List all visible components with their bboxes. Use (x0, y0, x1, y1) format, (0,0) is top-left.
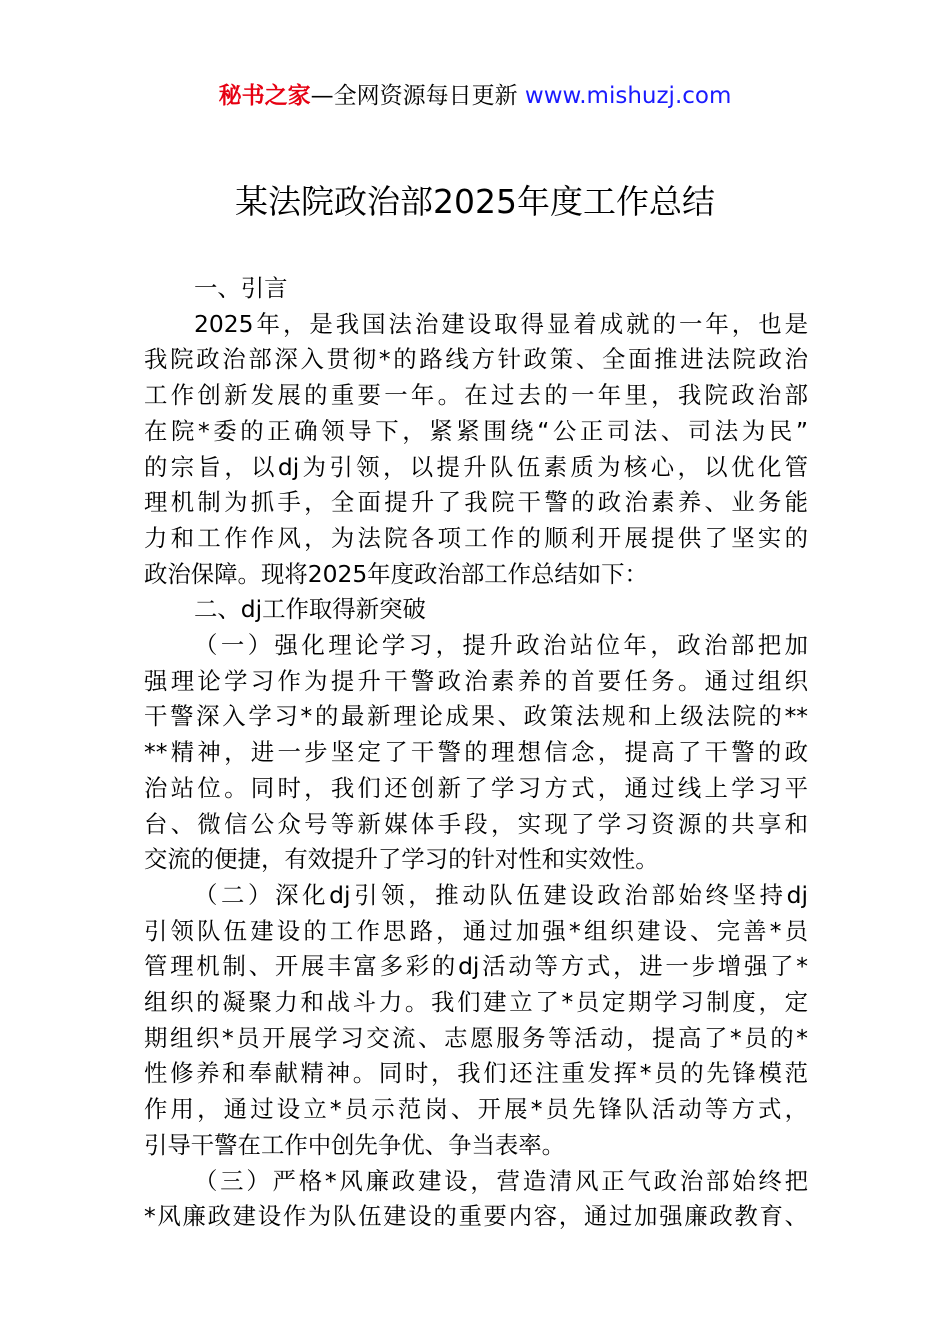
site-tagline: —全网资源每日更新 (310, 83, 518, 109)
section-heading (144, 592, 808, 628)
body-line: 强理论学习作为提升干警政治素养的首要任务。通过组织 (144, 666, 808, 695)
body-line: 管理机制、开展丰富多彩的dj活动等方式，进一步增强了* (144, 952, 808, 981)
body-line: （二）深化dj引领，推动队伍建设政治部始终坚持dj (194, 880, 808, 909)
document-title: 某法院政治部2025年度工作总结 (235, 182, 715, 221)
body-line: 2025年，是我国法治建设取得显着成就的一年，也是 (194, 309, 808, 338)
body-line: 理机制为抓手，全面提升了我院干警的政治素养、业务能 (144, 488, 808, 517)
body-line: 干警深入学习*的最新理论成果、政策法规和上级法院的** (144, 702, 808, 731)
body-line: 治站位。同时，我们还创新了学习方式，通过线上学习平 (144, 773, 808, 802)
site-url-link[interactable]: www.mishuzj.com (524, 83, 732, 109)
body-line: 的宗旨，以dj为引领，以提升队伍素质为核心，以优化管 (144, 452, 808, 481)
body-line: （三）严格*风廉政建设，营造清风正气政治部始终把 (194, 1166, 808, 1195)
body-line: （一）强化理论学习，提升政治站位年，政治部把加 (194, 631, 808, 660)
body-line: **精神，进一步坚定了干警的理想信念，提高了干警的政 (144, 738, 808, 767)
paragraph (144, 628, 808, 878)
body-line: 组织的凝聚力和战斗力。我们建立了*员定期学习制度，定 (144, 988, 808, 1017)
body-line: 我院政治部深入贯彻*的路线方针政策、全面推进法院政治 (144, 345, 808, 374)
body-line: 期组织*员开展学习交流、志愿服务等活动，提高了*员的* (144, 1023, 808, 1052)
paragraph (144, 307, 808, 593)
body-line: 引领队伍建设的工作思路，通过加强*组织建设、完善*员 (144, 916, 808, 945)
body-line: 力和工作作风，为法院各项工作的顺利开展提供了坚实的 (144, 523, 808, 552)
body-line: 政治保障。现将2025年度政治部工作总结如下： (144, 559, 648, 588)
body-line: 一、引言 (194, 274, 288, 302)
section-heading (144, 271, 808, 307)
body-line: 工作创新发展的重要一年。在过去的一年里，我院政治部 (144, 381, 808, 410)
body-line: 交流的便捷，有效提升了学习的针对性和实效性。 (144, 845, 659, 874)
site-name: 秘书之家 (218, 83, 311, 109)
body-line: 在院*委的正确领导下，紧紧围绕“公正司法、司法为民” (144, 416, 808, 445)
body-line: 台、微信公众号等新媒体手段，实现了学习资源的共享和 (144, 809, 808, 838)
site-header (0, 80, 950, 112)
paragraph (144, 1164, 808, 1235)
body-line: 引导干警在工作中创先争优、争当表率。 (144, 1130, 566, 1159)
paragraph (144, 878, 808, 1164)
body-line: *风廉政建设作为队伍建设的重要内容，通过加强廉政教育、 (144, 1202, 808, 1231)
body-line: 二、dj工作取得新突破 (194, 595, 426, 624)
document-body (144, 271, 808, 1235)
body-line: 作用，通过设立*员示范岗、开展*员先锋队活动等方式， (144, 1095, 808, 1124)
body-line: 性修养和奉献精神。同时，我们还注重发挥*员的先锋模范 (144, 1059, 808, 1088)
